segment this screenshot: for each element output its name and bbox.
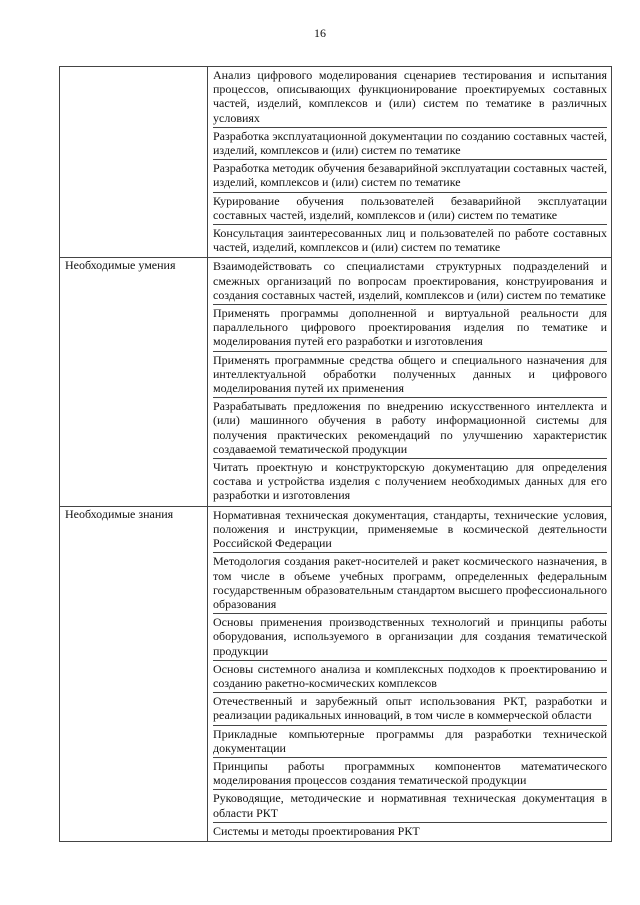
row-label: Необходимые знания xyxy=(60,506,208,841)
list-item: Взаимодействовать со специалистами структурных подразделений и смежных организаций по вопросам проектирования, конструирования и создания составных частей, изделий, комплексов и (или) систем по тематике xyxy=(213,259,607,302)
list-item: Нормативная техническая документация, стандарты, технические условия, положения и инструкции, применяемые в космической деятельности Российской Федерации xyxy=(213,507,607,551)
list-item: Системы и методы проектирования РКТ xyxy=(213,822,607,840)
row-items xyxy=(208,258,612,506)
list-item: Основы системного анализа и комплексных подходов к проектированию и созданию ракетно-космических комплексов xyxy=(213,660,607,692)
row-items xyxy=(208,506,612,841)
row-label xyxy=(60,67,208,258)
list-item: Курирование обучения пользователей безаварийной эксплуатации составных частей, изделий, комплексов и (или) систем по тематике xyxy=(213,192,607,224)
list-item: Разрабатывать предложения по внедрению искусственного интеллекта и (или) машинного обучения в работу информационной системы для получения практических рекомендаций по улучшению характеристик создаваемой тематической продукции xyxy=(213,397,607,458)
table-row xyxy=(60,506,612,841)
list-item: Применять программные средства общего и специального назначения для интеллектуальной обработки полученных данных и цифрового моделирования путей их применения xyxy=(213,351,607,398)
list-item: Руководящие, методические и нормативная техническая документация в области РКТ xyxy=(213,789,607,821)
row-items xyxy=(208,67,612,258)
list-item: Отечественный и зарубежный опыт использования РКТ, разработки и реализации радикальных инноваций, в том числе в коммерческой области xyxy=(213,692,607,724)
page-number: 16 xyxy=(314,26,326,40)
list-item: Читать проектную и конструкторскую документацию для определения состава и устройства изделия с получением необходимых данных для его разработки и изготовления xyxy=(213,458,607,505)
list-item: Консультация заинтересованных лиц и пользователей по работе составных частей, изделий, комплексов и (или) систем по тематике xyxy=(213,224,607,256)
list-item: Анализ цифрового моделирования сценариев тестирования и испытания процессов, описывающих функционирование проектируемых составных частей, изделий, комплексов и (или) систем по тематике в различных условиях xyxy=(213,68,607,125)
list-item: Применять программы дополненной и виртуальной реальности для параллельного цифрового проектирования изделия по тематике и моделирования путей его разработки и изготовления xyxy=(213,304,607,351)
list-item: Основы применения производственных технологий и принципы работы оборудования, используемого в организации для создания тематической продукции xyxy=(213,613,607,660)
list-item: Разработка методик обучения безаварийной эксплуатации составных частей, изделий, комплексов и (или) систем по тематике xyxy=(213,159,607,191)
table-row xyxy=(60,67,612,258)
list-item: Принципы работы программных компонентов математического моделирования процессов создания тематической продукции xyxy=(213,757,607,789)
list-item: Методология создания ракет-носителей и ракет космического назначения, в том числе в объеме учебных программ, определенных федеральным государственным образовательным стандартом высшего профессионального образования xyxy=(213,552,607,613)
table-row xyxy=(60,258,612,506)
requirements-table xyxy=(59,66,612,842)
row-label: Необходимые умения xyxy=(60,258,208,506)
list-item: Разработка эксплуатационной документации по созданию составных частей, изделий, комплексов и (или) систем по тематике xyxy=(213,127,607,159)
list-item: Прикладные компьютерные программы для разработки технической документации xyxy=(213,725,607,757)
